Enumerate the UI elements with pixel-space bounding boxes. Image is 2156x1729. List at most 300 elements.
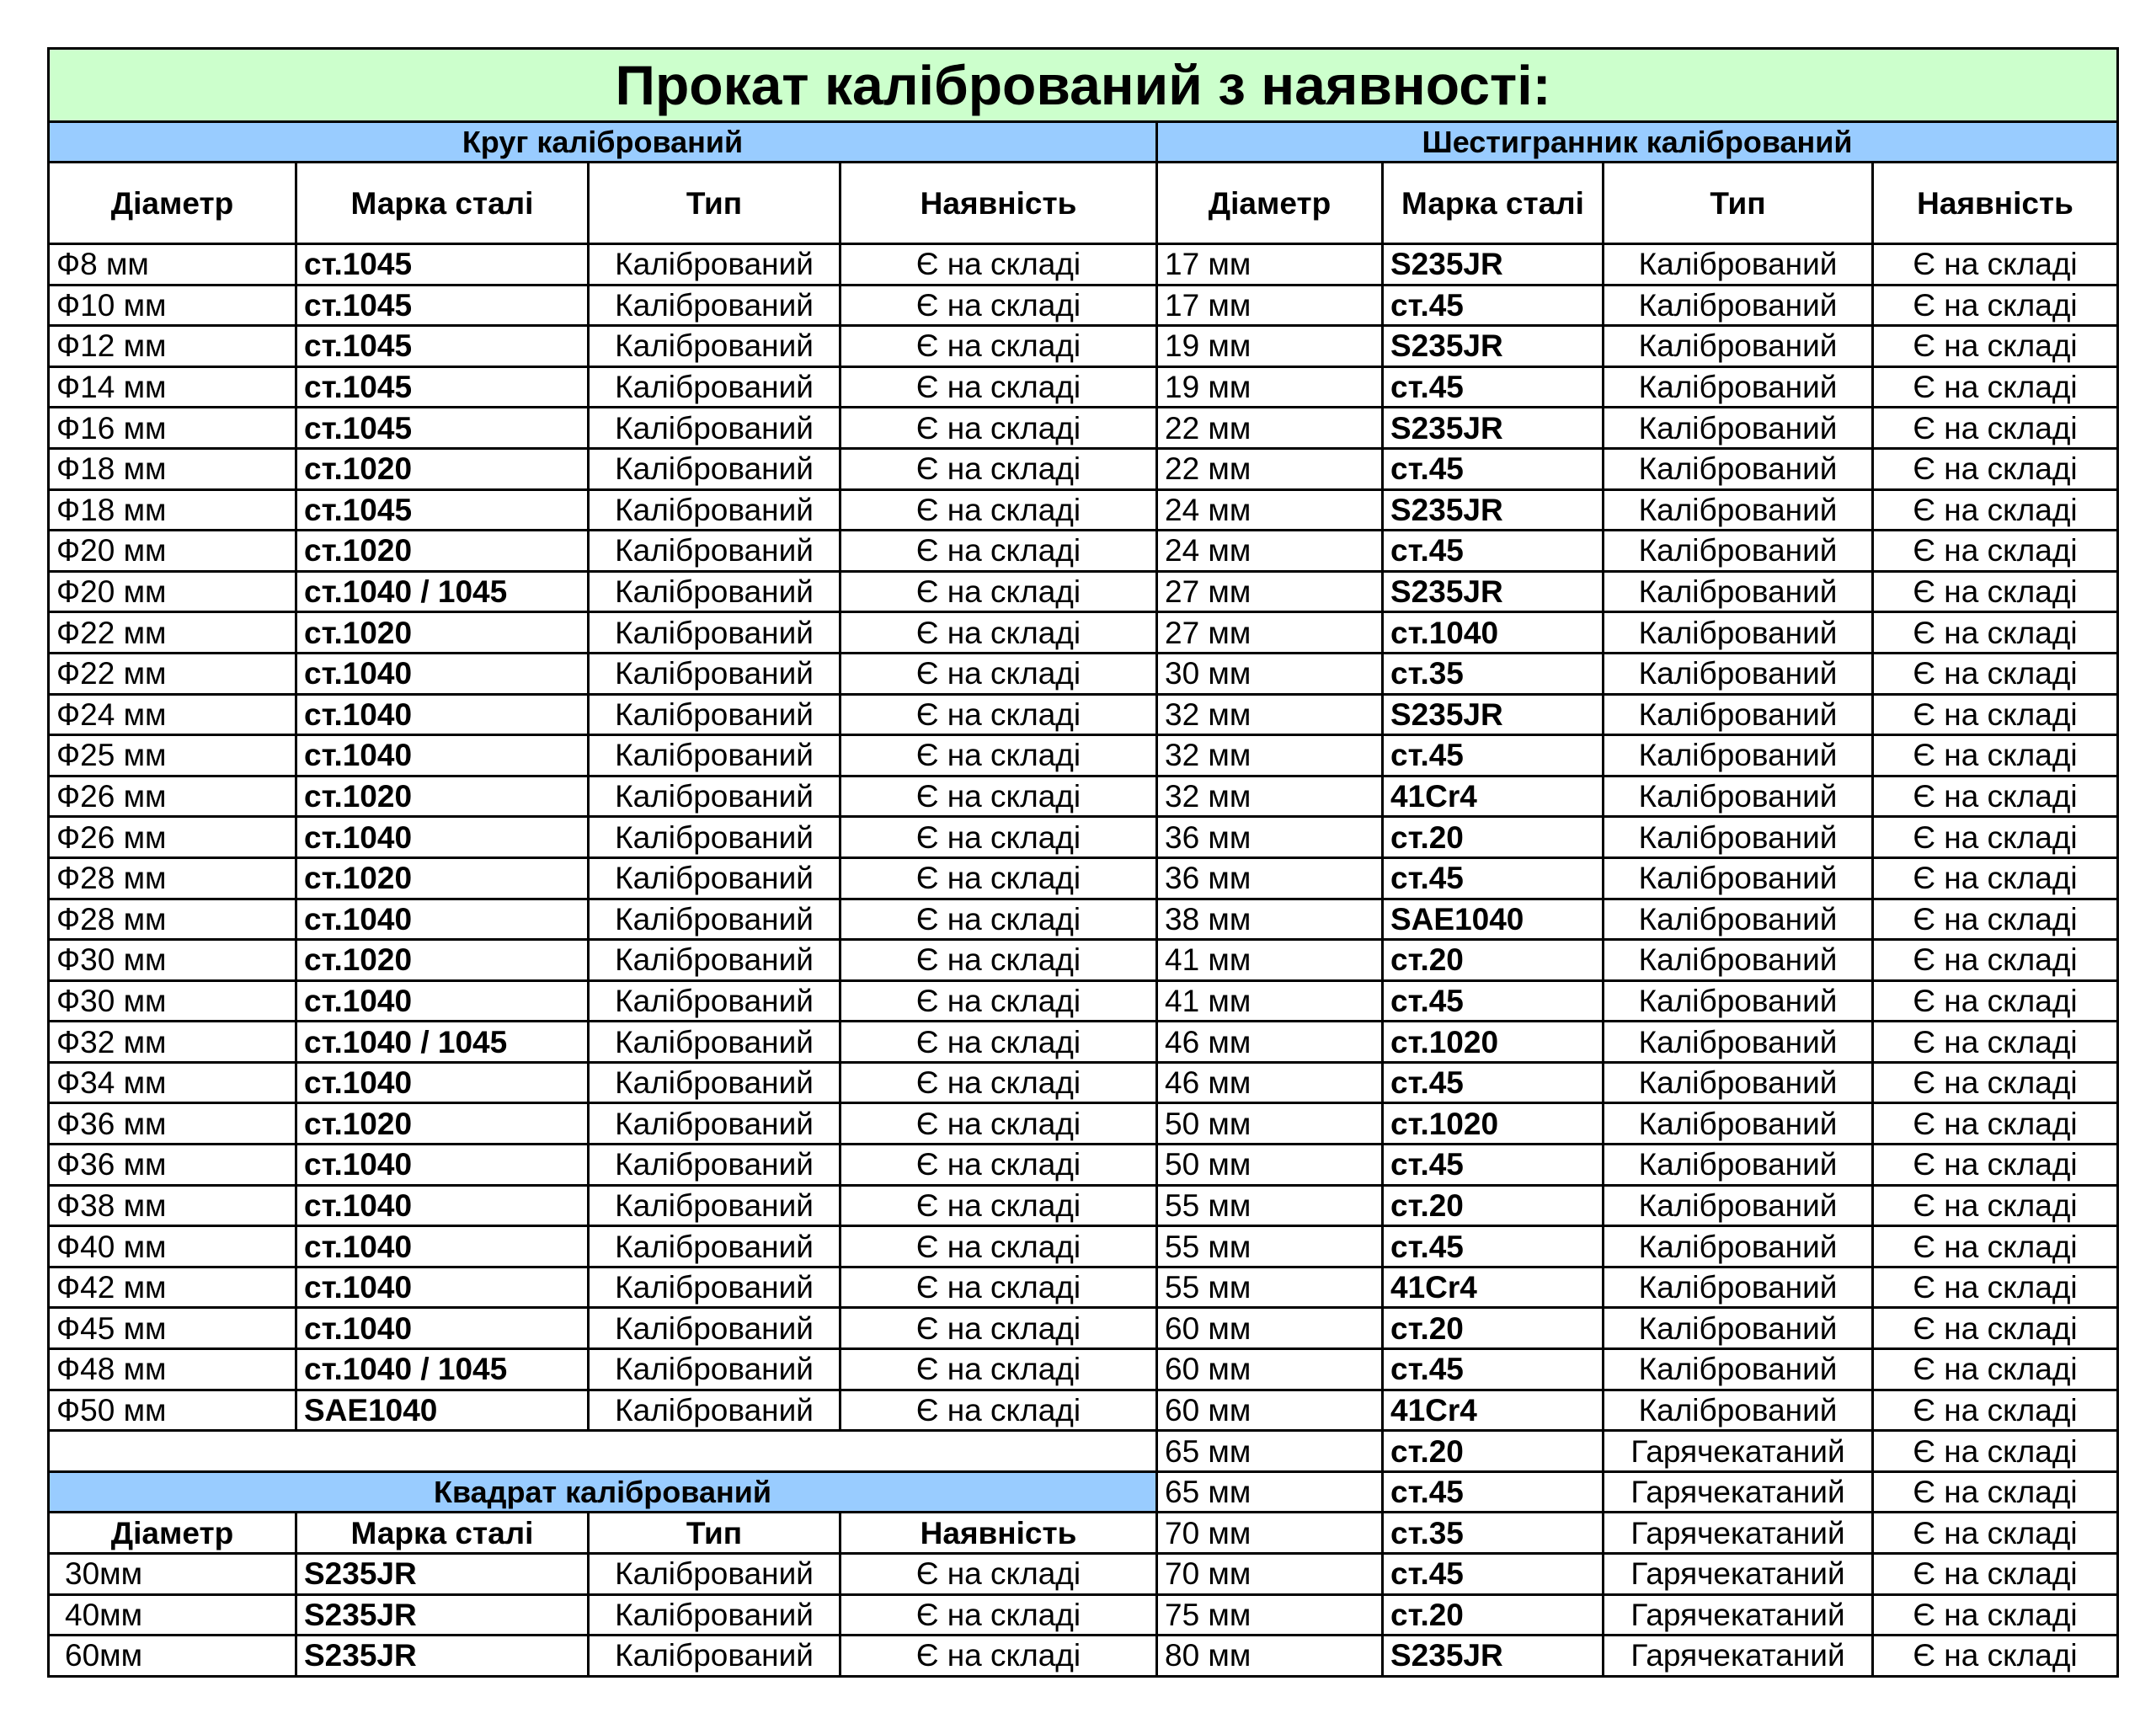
column-header-row [49, 163, 2118, 244]
round-cell-type: Калібрований [589, 408, 841, 449]
hex-cell-grade: ст.1040 [1383, 612, 1604, 654]
round-cell-grade: ст.1040 [296, 694, 589, 735]
table-row [49, 1062, 2118, 1103]
hex-cell-type: Калібрований [1604, 1103, 1873, 1145]
hex-cell-grade: ст.45 [1383, 531, 1604, 572]
round-cell-stock: Є на складі [841, 326, 1157, 367]
hex-cell-type: Калібрований [1604, 1145, 1873, 1186]
hex-cell-stock: Є на складі [1873, 1308, 2118, 1349]
table-row [49, 694, 2118, 735]
hex-cell-stock: Є на складі [1873, 1103, 2118, 1145]
square-cell-grade: S235JR [296, 1636, 589, 1677]
table-row [49, 1513, 2118, 1554]
hex-cell-stock: Є на складі [1873, 776, 2118, 817]
round-cell-diameter: Ф20 мм [49, 531, 296, 572]
hex-cell-type: Калібрований [1604, 1349, 1873, 1390]
hex-cell-diameter: 22 мм [1157, 408, 1383, 449]
hex-cell-diameter: 24 мм [1157, 489, 1383, 531]
round-section-title: Круг калібрований [49, 122, 1157, 163]
table-row [49, 1308, 2118, 1349]
hex-cell-grade: S235JR [1383, 1636, 1604, 1677]
hex-cell-diameter: 70 мм [1157, 1554, 1383, 1595]
round-cell-grade: ст.1040 [296, 980, 589, 1022]
square-header-diameter: Діаметр [49, 1513, 296, 1554]
hex-cell-grade: ст.20 [1383, 1308, 1604, 1349]
table-row [49, 1267, 2118, 1308]
hex-cell-grade: ст.20 [1383, 817, 1604, 858]
hex-cell-stock: Є на складі [1873, 408, 2118, 449]
round-cell-stock: Є на складі [841, 735, 1157, 776]
round-cell-grade: ст.1020 [296, 531, 589, 572]
round-cell-diameter: Ф28 мм [49, 899, 296, 940]
round-cell-stock: Є на складі [841, 1308, 1157, 1349]
round-cell-diameter: Ф28 мм [49, 857, 296, 899]
hex-cell-grade: ст.45 [1383, 448, 1604, 489]
hex-cell-type: Калібрований [1604, 817, 1873, 858]
hex-cell-diameter: 19 мм [1157, 366, 1383, 408]
hex-cell-stock: Є на складі [1873, 612, 2118, 654]
round-cell-grade: ст.1045 [296, 408, 589, 449]
hex-cell-diameter: 41 мм [1157, 980, 1383, 1022]
round-cell-type: Калібрований [589, 940, 841, 981]
hex-cell-type: Калібрований [1604, 1062, 1873, 1103]
hex-cell-type: Калібрований [1604, 1308, 1873, 1349]
hex-cell-type: Калібрований [1604, 408, 1873, 449]
round-cell-grade: ст.1040 [296, 1226, 589, 1267]
hex-cell-stock: Є на складі [1873, 326, 2118, 367]
hex-cell-diameter: 65 мм [1157, 1471, 1383, 1513]
round-cell-type: Калібрований [589, 448, 841, 489]
round-cell-type: Калібрований [589, 244, 841, 285]
hex-cell-diameter: 60 мм [1157, 1308, 1383, 1349]
round-cell-diameter: Ф36 мм [49, 1103, 296, 1145]
hex-cell-diameter: 50 мм [1157, 1103, 1383, 1145]
round-cell-type: Калібрований [589, 899, 841, 940]
round-cell-stock: Є на складі [841, 408, 1157, 449]
hex-cell-grade: S235JR [1383, 489, 1604, 531]
hex-cell-stock: Є на складі [1873, 1594, 2118, 1636]
hex-cell-stock: Є на складі [1873, 489, 2118, 531]
round-cell-diameter: Ф14 мм [49, 366, 296, 408]
hex-cell-stock: Є на складі [1873, 1636, 2118, 1677]
round-cell-grade: ст.1045 [296, 489, 589, 531]
round-cell-stock: Є на складі [841, 1226, 1157, 1267]
round-cell-type: Калібрований [589, 366, 841, 408]
round-cell-grade: ст.1040 / 1045 [296, 1349, 589, 1390]
table-row [49, 899, 2118, 940]
round-cell-grade: ст.1040 [296, 817, 589, 858]
round-cell-type: Калібрований [589, 1267, 841, 1308]
round-cell-diameter: Ф48 мм [49, 1349, 296, 1390]
hex-cell-type: Калібрований [1604, 735, 1873, 776]
hex-cell-diameter: 46 мм [1157, 1022, 1383, 1063]
square-cell-grade: S235JR [296, 1554, 589, 1595]
hex-cell-stock: Є на складі [1873, 899, 2118, 940]
square-cell-stock: Є на складі [841, 1594, 1157, 1636]
round-cell-grade: ст.1040 [296, 1145, 589, 1186]
round-cell-stock: Є на складі [841, 1349, 1157, 1390]
square-cell-diameter: 30мм [49, 1554, 296, 1595]
hex-cell-type: Гарячекатаний [1604, 1636, 1873, 1677]
hex-cell-stock: Є на складі [1873, 857, 2118, 899]
round-cell-grade: ст.1040 [296, 1062, 589, 1103]
round-cell-type: Калібрований [589, 612, 841, 654]
table-row [49, 1145, 2118, 1186]
table-row [49, 1554, 2118, 1595]
round-cell-type: Калібрований [589, 817, 841, 858]
hex-cell-grade: ст.20 [1383, 1431, 1604, 1472]
hex-cell-diameter: 60 мм [1157, 1390, 1383, 1431]
round-cell-stock: Є на складі [841, 899, 1157, 940]
round-cell-diameter: Ф25 мм [49, 735, 296, 776]
hex-cell-stock: Є на складі [1873, 244, 2118, 285]
round-cell-type: Калібрований [589, 531, 841, 572]
round-cell-stock: Є на складі [841, 1022, 1157, 1063]
round-cell-stock: Є на складі [841, 1145, 1157, 1186]
round-cell-stock: Є на складі [841, 1062, 1157, 1103]
page-title: Прокат калібрований з наявності: [49, 49, 2118, 122]
round-cell-grade: ст.1020 [296, 776, 589, 817]
round-cell-grade: ст.1040 [296, 735, 589, 776]
round-cell-type: Калібрований [589, 1145, 841, 1186]
hex-cell-diameter: 55 мм [1157, 1267, 1383, 1308]
section-row [49, 122, 2118, 163]
round-cell-diameter: Ф38 мм [49, 1185, 296, 1226]
hex-cell-type: Гарячекатаний [1604, 1471, 1873, 1513]
hex-cell-type: Калібрований [1604, 940, 1873, 981]
hex-cell-diameter: 70 мм [1157, 1513, 1383, 1554]
round-header-type: Тип [589, 163, 841, 244]
round-cell-diameter: Ф10 мм [49, 285, 296, 326]
table-row [49, 817, 2118, 858]
round-cell-diameter: Ф22 мм [49, 653, 296, 694]
hex-cell-grade: ст.45 [1383, 1062, 1604, 1103]
round-cell-type: Калібрований [589, 980, 841, 1022]
title-row [49, 49, 2118, 122]
square-header-stock: Наявність [841, 1513, 1157, 1554]
round-cell-type: Калібрований [589, 1022, 841, 1063]
round-cell-type: Калібрований [589, 1349, 841, 1390]
round-cell-type: Калібрований [589, 735, 841, 776]
round-cell-grade: ст.1020 [296, 857, 589, 899]
hex-header-diameter: Діаметр [1157, 163, 1383, 244]
round-cell-type: Калібрований [589, 694, 841, 735]
table-row [49, 366, 2118, 408]
round-cell-type: Калібрований [589, 857, 841, 899]
table-row [49, 1471, 2118, 1513]
stock-table [47, 47, 2119, 1678]
square-cell-diameter: 40мм [49, 1594, 296, 1636]
hex-cell-type: Калібрований [1604, 1022, 1873, 1063]
hex-cell-stock: Є на складі [1873, 1062, 2118, 1103]
round-cell-grade: ст.1040 [296, 1267, 589, 1308]
hex-cell-diameter: 65 мм [1157, 1431, 1383, 1472]
hex-cell-type: Калібрований [1604, 653, 1873, 694]
hex-cell-type: Калібрований [1604, 776, 1873, 817]
hex-cell-stock: Є на складі [1873, 653, 2118, 694]
hex-cell-stock: Є на складі [1873, 735, 2118, 776]
round-cell-stock: Є на складі [841, 285, 1157, 326]
round-cell-stock: Є на складі [841, 1267, 1157, 1308]
hex-cell-type: Калібрований [1604, 571, 1873, 612]
hex-cell-type: Калібрований [1604, 694, 1873, 735]
round-cell-grade: ст.1020 [296, 940, 589, 981]
hex-cell-diameter: 60 мм [1157, 1349, 1383, 1390]
round-cell-grade: SAE1040 [296, 1390, 589, 1431]
hex-cell-grade: ст.45 [1383, 1226, 1604, 1267]
hex-cell-stock: Є на складі [1873, 366, 2118, 408]
hex-cell-grade: ст.45 [1383, 1554, 1604, 1595]
round-cell-diameter: Ф12 мм [49, 326, 296, 367]
hex-cell-grade: ст.45 [1383, 735, 1604, 776]
hex-cell-diameter: 32 мм [1157, 694, 1383, 735]
round-cell-diameter: Ф18 мм [49, 448, 296, 489]
table-row [49, 1594, 2118, 1636]
round-cell-stock: Є на складі [841, 489, 1157, 531]
hex-cell-diameter: 27 мм [1157, 571, 1383, 612]
hex-cell-diameter: 36 мм [1157, 857, 1383, 899]
round-cell-stock: Є на складі [841, 776, 1157, 817]
hex-cell-stock: Є на складі [1873, 571, 2118, 612]
hex-cell-type: Гарячекатаний [1604, 1431, 1873, 1472]
round-cell-stock: Є на складі [841, 1185, 1157, 1226]
hex-cell-grade: ст.45 [1383, 1471, 1604, 1513]
table-row [49, 408, 2118, 449]
round-cell-type: Калібрований [589, 1226, 841, 1267]
hex-cell-type: Калібрований [1604, 899, 1873, 940]
hex-cell-type: Гарячекатаний [1604, 1513, 1873, 1554]
hex-cell-stock: Є на складі [1873, 1390, 2118, 1431]
round-cell-diameter: Ф40 мм [49, 1226, 296, 1267]
hex-cell-diameter: 32 мм [1157, 776, 1383, 817]
round-cell-type: Калібрований [589, 653, 841, 694]
round-cell-diameter: Ф20 мм [49, 571, 296, 612]
table-row [49, 448, 2118, 489]
square-cell-type: Калібрований [589, 1594, 841, 1636]
square-cell-type: Калібрований [589, 1636, 841, 1677]
table-row [49, 1022, 2118, 1063]
hex-cell-grade: 41Cr4 [1383, 776, 1604, 817]
hex-cell-grade: ст.45 [1383, 366, 1604, 408]
round-cell-diameter: Ф36 мм [49, 1145, 296, 1186]
round-cell-type: Калібрований [589, 1390, 841, 1431]
hex-cell-stock: Є на складі [1873, 1431, 2118, 1472]
hex-cell-grade: ст.45 [1383, 857, 1604, 899]
square-header-type: Тип [589, 1513, 841, 1554]
hex-cell-type: Калібрований [1604, 326, 1873, 367]
round-cell-diameter: Ф34 мм [49, 1062, 296, 1103]
hex-cell-diameter: 55 мм [1157, 1185, 1383, 1226]
round-cell-stock: Є на складі [841, 694, 1157, 735]
table-row [49, 735, 2118, 776]
hex-cell-stock: Є на складі [1873, 1022, 2118, 1063]
hex-cell-type: Калібрований [1604, 244, 1873, 285]
square-cell-diameter: 60мм [49, 1636, 296, 1677]
round-cell-diameter: Ф26 мм [49, 817, 296, 858]
round-cell-diameter: Ф16 мм [49, 408, 296, 449]
round-cell-stock: Є на складі [841, 940, 1157, 981]
hex-cell-type: Калібрований [1604, 531, 1873, 572]
round-cell-diameter: Ф8 мм [49, 244, 296, 285]
hex-cell-diameter: 75 мм [1157, 1594, 1383, 1636]
table-row [49, 653, 2118, 694]
round-cell-diameter: Ф26 мм [49, 776, 296, 817]
hex-cell-grade: S235JR [1383, 244, 1604, 285]
blank-cell [49, 1431, 1157, 1472]
round-cell-stock: Є на складі [841, 366, 1157, 408]
table-row [49, 612, 2118, 654]
round-cell-grade: ст.1040 [296, 1308, 589, 1349]
square-cell-type: Калібрований [589, 1554, 841, 1595]
hex-cell-diameter: 22 мм [1157, 448, 1383, 489]
hex-cell-stock: Є на складі [1873, 1145, 2118, 1186]
round-cell-type: Калібрований [589, 1062, 841, 1103]
round-cell-diameter: Ф30 мм [49, 980, 296, 1022]
hex-cell-grade: ст.1020 [1383, 1022, 1604, 1063]
table-row [49, 1431, 2118, 1472]
round-cell-stock: Є на складі [841, 817, 1157, 858]
hex-cell-grade: S235JR [1383, 326, 1604, 367]
hex-cell-grade: S235JR [1383, 694, 1604, 735]
hex-cell-grade: ст.35 [1383, 1513, 1604, 1554]
round-cell-stock: Є на складі [841, 857, 1157, 899]
hex-cell-type: Калібрований [1604, 1226, 1873, 1267]
square-cell-grade: S235JR [296, 1594, 589, 1636]
table-row [49, 244, 2118, 285]
round-cell-diameter: Ф50 мм [49, 1390, 296, 1431]
round-cell-diameter: Ф30 мм [49, 940, 296, 981]
hex-cell-grade: ст.20 [1383, 1594, 1604, 1636]
hex-cell-stock: Є на складі [1873, 1185, 2118, 1226]
round-cell-type: Калібрований [589, 285, 841, 326]
hex-header-stock: Наявність [1873, 163, 2118, 244]
round-cell-grade: ст.1045 [296, 285, 589, 326]
round-cell-type: Калібрований [589, 1103, 841, 1145]
hex-cell-diameter: 55 мм [1157, 1226, 1383, 1267]
round-cell-grade: ст.1040 [296, 1185, 589, 1226]
table-row [49, 1349, 2118, 1390]
round-cell-diameter: Ф45 мм [49, 1308, 296, 1349]
round-cell-type: Калібрований [589, 1308, 841, 1349]
hex-cell-type: Гарячекатаний [1604, 1554, 1873, 1595]
round-cell-stock: Є на складі [841, 653, 1157, 694]
hex-cell-grade: ст.45 [1383, 1349, 1604, 1390]
hex-cell-grade: S235JR [1383, 408, 1604, 449]
round-cell-grade: ст.1045 [296, 326, 589, 367]
hex-cell-stock: Є на складі [1873, 531, 2118, 572]
round-cell-grade: ст.1040 [296, 899, 589, 940]
table-row [49, 776, 2118, 817]
hex-cell-type: Гарячекатаний [1604, 1594, 1873, 1636]
table-row [49, 940, 2118, 981]
table-row [49, 489, 2118, 531]
table-row [49, 531, 2118, 572]
hex-cell-grade: ст.45 [1383, 285, 1604, 326]
hex-cell-type: Калібрований [1604, 489, 1873, 531]
hex-cell-type: Калібрований [1604, 612, 1873, 654]
hex-cell-type: Калібрований [1604, 366, 1873, 408]
hex-cell-grade: SAE1040 [1383, 899, 1604, 940]
round-cell-stock: Є на складі [841, 244, 1157, 285]
table-row [49, 1103, 2118, 1145]
round-header-grade: Марка сталі [296, 163, 589, 244]
hex-cell-diameter: 36 мм [1157, 817, 1383, 858]
hex-cell-diameter: 38 мм [1157, 899, 1383, 940]
hex-cell-stock: Є на складі [1873, 448, 2118, 489]
round-cell-type: Калібрований [589, 489, 841, 531]
round-cell-diameter: Ф24 мм [49, 694, 296, 735]
round-cell-stock: Є на складі [841, 448, 1157, 489]
hex-cell-grade: S235JR [1383, 571, 1604, 612]
round-header-stock: Наявність [841, 163, 1157, 244]
square-header-grade: Марка сталі [296, 1513, 589, 1554]
round-cell-type: Калібрований [589, 1185, 841, 1226]
hex-cell-type: Калібрований [1604, 980, 1873, 1022]
table-row [49, 285, 2118, 326]
hex-cell-stock: Є на складі [1873, 1513, 2118, 1554]
table-row [49, 326, 2118, 367]
hex-cell-diameter: 50 мм [1157, 1145, 1383, 1186]
hex-cell-stock: Є на складі [1873, 1471, 2118, 1513]
round-cell-stock: Є на складі [841, 612, 1157, 654]
hex-cell-type: Калібрований [1604, 1185, 1873, 1226]
table-row [49, 1636, 2118, 1677]
hex-header-grade: Марка сталі [1383, 163, 1604, 244]
round-cell-diameter: Ф18 мм [49, 489, 296, 531]
round-cell-diameter: Ф22 мм [49, 612, 296, 654]
round-cell-stock: Є на складі [841, 571, 1157, 612]
hex-cell-diameter: 41 мм [1157, 940, 1383, 981]
hex-cell-stock: Є на складі [1873, 980, 2118, 1022]
round-cell-grade: ст.1020 [296, 1103, 589, 1145]
square-cell-stock: Є на складі [841, 1554, 1157, 1595]
hex-cell-grade: ст.1020 [1383, 1103, 1604, 1145]
hex-cell-grade: ст.20 [1383, 1185, 1604, 1226]
round-header-diameter: Діаметр [49, 163, 296, 244]
hex-cell-type: Калібрований [1604, 448, 1873, 489]
table-row [49, 1185, 2118, 1226]
hex-cell-stock: Є на складі [1873, 1554, 2118, 1595]
round-cell-grade: ст.1040 [296, 653, 589, 694]
round-cell-type: Калібрований [589, 571, 841, 612]
hex-header-type: Тип [1604, 163, 1873, 244]
hex-cell-type: Калібрований [1604, 1267, 1873, 1308]
hex-cell-stock: Є на складі [1873, 940, 2118, 981]
round-cell-grade: ст.1045 [296, 244, 589, 285]
hex-cell-stock: Є на складі [1873, 694, 2118, 735]
table-row [49, 980, 2118, 1022]
round-cell-type: Калібрований [589, 776, 841, 817]
round-cell-type: Калібрований [589, 326, 841, 367]
hex-cell-grade: ст.20 [1383, 940, 1604, 981]
hex-cell-diameter: 27 мм [1157, 612, 1383, 654]
hex-cell-grade: 41Cr4 [1383, 1390, 1604, 1431]
hex-cell-stock: Є на складі [1873, 285, 2118, 326]
hex-cell-diameter: 17 мм [1157, 285, 1383, 326]
table-row [49, 857, 2118, 899]
square-cell-stock: Є на складі [841, 1636, 1157, 1677]
hex-cell-diameter: 30 мм [1157, 653, 1383, 694]
hex-cell-type: Калібрований [1604, 1390, 1873, 1431]
round-cell-grade: ст.1020 [296, 448, 589, 489]
round-cell-grade: ст.1045 [296, 366, 589, 408]
hex-cell-diameter: 19 мм [1157, 326, 1383, 367]
hex-cell-diameter: 80 мм [1157, 1636, 1383, 1677]
round-cell-grade: ст.1020 [296, 612, 589, 654]
round-cell-diameter: Ф32 мм [49, 1022, 296, 1063]
table-row [49, 571, 2118, 612]
hex-cell-stock: Є на складі [1873, 1349, 2118, 1390]
